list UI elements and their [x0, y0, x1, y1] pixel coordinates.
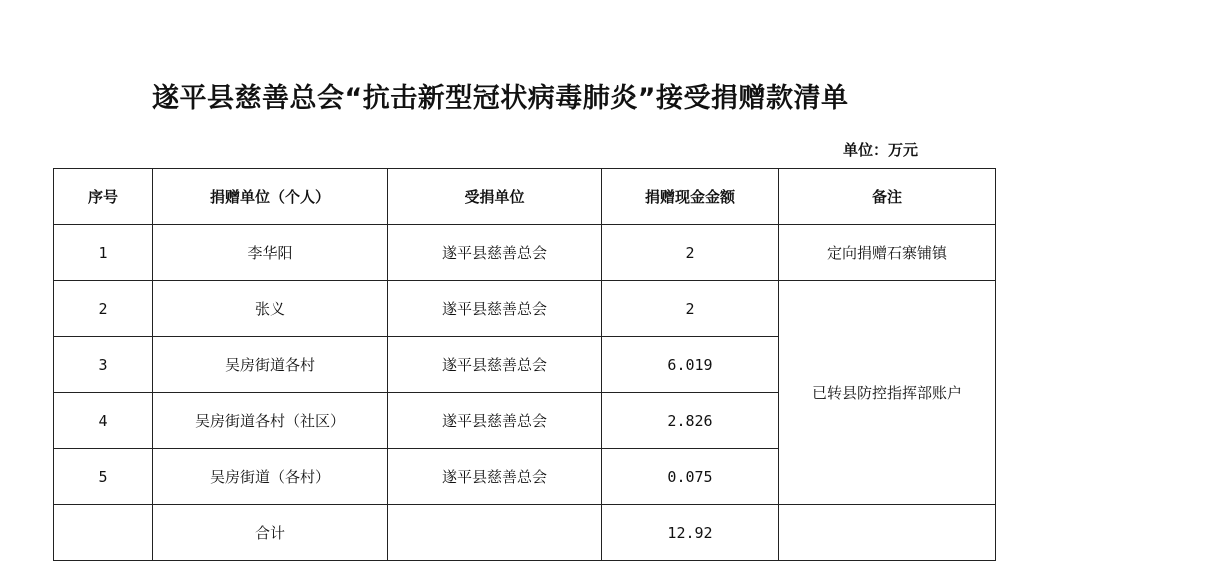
unit-label: 单位：万元: [843, 141, 919, 159]
header-note: 备注: [779, 169, 996, 225]
cell-donor: 李华阳: [153, 225, 388, 281]
cell-amount: 2.826: [602, 393, 779, 449]
cell-merged-note: 已转县防控指挥部账户: [779, 281, 996, 505]
donation-table: [53, 168, 996, 561]
cell-total-index: [54, 505, 153, 561]
cell-amount: 2: [602, 225, 779, 281]
table-total-row: [54, 505, 996, 561]
cell-donor: 吴房街道各村（社区）: [153, 393, 388, 449]
cell-index: 3: [54, 337, 153, 393]
cell-recipient: 遂平县慈善总会: [388, 449, 602, 505]
cell-index: 2: [54, 281, 153, 337]
cell-donor: 吴房街道各村: [153, 337, 388, 393]
cell-amount: 0.075: [602, 449, 779, 505]
header-index: 序号: [54, 169, 153, 225]
table-row: [54, 281, 996, 337]
header-donor: 捐赠单位（个人）: [153, 169, 388, 225]
cell-index: 4: [54, 393, 153, 449]
header-amount: 捐赠现金金额: [602, 169, 779, 225]
cell-total-recipient: [388, 505, 602, 561]
header-recipient: 受捐单位: [388, 169, 602, 225]
cell-amount: 6.019: [602, 337, 779, 393]
document-title: 遂平县慈善总会“抗击新型冠状病毒肺炎”接受捐赠款清单: [152, 83, 849, 114]
cell-total-label: 合计: [153, 505, 388, 561]
cell-total-amount: 12.92: [602, 505, 779, 561]
cell-donor: 张义: [153, 281, 388, 337]
table-row: [54, 225, 996, 281]
cell-amount: 2: [602, 281, 779, 337]
cell-note: 定向捐赠石寨铺镇: [779, 225, 996, 281]
cell-recipient: 遂平县慈善总会: [388, 337, 602, 393]
cell-total-note: [779, 505, 996, 561]
cell-donor: 吴房街道（各村）: [153, 449, 388, 505]
cell-recipient: 遂平县慈善总会: [388, 393, 602, 449]
cell-index: 1: [54, 225, 153, 281]
table-header-row: [54, 169, 996, 225]
cell-index: 5: [54, 449, 153, 505]
cell-recipient: 遂平县慈善总会: [388, 225, 602, 281]
cell-recipient: 遂平县慈善总会: [388, 281, 602, 337]
